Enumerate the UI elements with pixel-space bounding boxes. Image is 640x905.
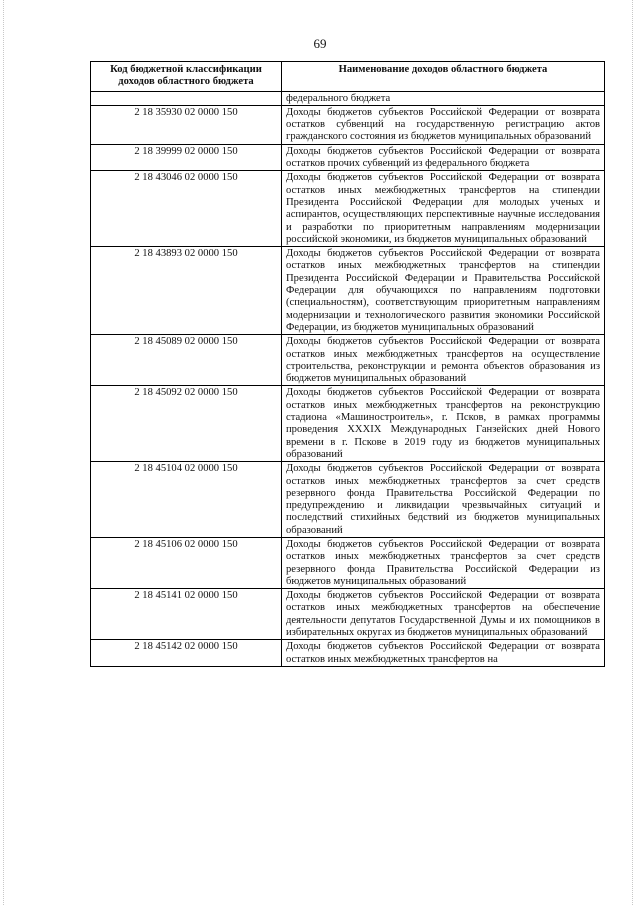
- cell-name: Доходы бюджетов субъектов Российской Федерации от возврата остатков субвенций на государственную регистрацию актов гражданского состояния из бюджетов муниципальных образований: [282, 105, 605, 144]
- cell-code: 2 18 43893 02 0000 150: [91, 247, 282, 335]
- cell-name: федерального бюджета: [282, 91, 605, 105]
- cell-name: Доходы бюджетов субъектов Российской Федерации от возврата остатков иных межбюджетных трансфертов на стипендии Президента Российской Федерации для молодых ученых и аспирантов, осуществляющих перспективные научные исследования и разработки по приоритетным направлениям модернизации российской экономики, из бюджетов муниципальных образований: [282, 171, 605, 247]
- scan-edge-right: [632, 0, 634, 905]
- table-row: [91, 144, 605, 171]
- cell-name: Доходы бюджетов субъектов Российской Федерации от возврата остатков иных межбюджетных трансфертов на обеспечение деятельности депутатов Государственной Думы и их помощников в избирательных округах из бюджетов муниципальных образований: [282, 589, 605, 640]
- cell-code: 2 18 45089 02 0000 150: [91, 335, 282, 386]
- cell-name: Доходы бюджетов субъектов Российской Федерации от возврата остатков иных межбюджетных трансфертов за счет средств резервного фонда Правительства Российской Федерации по предупреждению и ликвидации чрезвычайных ситуаций и последствий стихийных бедствий из бюджетов муниципальных образований: [282, 462, 605, 538]
- table-row: [91, 462, 605, 538]
- cell-code: 2 18 35930 02 0000 150: [91, 105, 282, 144]
- cell-code: 2 18 45092 02 0000 150: [91, 386, 282, 462]
- table-row: [91, 640, 605, 667]
- scan-edge-left: [3, 0, 5, 905]
- table-row-continuation: [91, 91, 605, 105]
- page-number: 69: [313, 36, 327, 51]
- table-row: [91, 105, 605, 144]
- cell-code-empty: [91, 91, 282, 105]
- cell-name: Доходы бюджетов субъектов Российской Федерации от возврата остатков иных межбюджетных трансфертов на реконструкцию стадиона «Машиностроитель», г. Псков, в рамках программы проведения XXXIX Международных Ганзейских дней Нового времени в г. Пскове в 2019 году из бюджетов муниципальных образований: [282, 386, 605, 462]
- table-row: [91, 247, 605, 335]
- table-row: [91, 386, 605, 462]
- cell-code: 2 18 43046 02 0000 150: [91, 171, 282, 247]
- cell-name: Доходы бюджетов субъектов Российской Федерации от возврата остатков прочих субвенций из федерального бюджета: [282, 144, 605, 171]
- cell-code: 2 18 45142 02 0000 150: [91, 640, 282, 667]
- header-name: Наименование доходов областного бюджета: [282, 62, 605, 92]
- cell-name: Доходы бюджетов субъектов Российской Федерации от возврата остатков иных межбюджетных трансфертов на стипендии Президента Российской Федерации и Правительства Российской Федерации для обучающихся по направлениям подготовки (специальностям), соответствующим приоритетным направлениям модернизации и технологического развития экономики Российской Федерации, из бюджетов муниципальных образований: [282, 247, 605, 335]
- cell-name: Доходы бюджетов субъектов Российской Федерации от возврата остатков иных межбюджетных трансфертов на: [282, 640, 605, 667]
- cell-code: 2 18 45141 02 0000 150: [91, 589, 282, 640]
- table-body: [91, 91, 605, 666]
- header-code: Код бюджетной классификации доходов областного бюджета: [91, 62, 282, 92]
- cell-name: Доходы бюджетов субъектов Российской Федерации от возврата остатков иных межбюджетных трансфертов на осуществление строительства, реконструкции и ремонта объектов образования из бюджетов муниципальных образований: [282, 335, 605, 386]
- cell-code: 2 18 45104 02 0000 150: [91, 462, 282, 538]
- cell-code: 2 18 45106 02 0000 150: [91, 537, 282, 588]
- table-header-row: [91, 62, 605, 92]
- cell-name: Доходы бюджетов субъектов Российской Федерации от возврата остатков иных межбюджетных трансфертов за счет средств резервного фонда Правительства Российской Федерации из бюджетов муниципальных образований: [282, 537, 605, 588]
- table-row: [91, 537, 605, 588]
- cell-code: 2 18 39999 02 0000 150: [91, 144, 282, 171]
- table-row: [91, 171, 605, 247]
- table-row: [91, 589, 605, 640]
- table-row: [91, 335, 605, 386]
- budget-income-table: [90, 61, 605, 667]
